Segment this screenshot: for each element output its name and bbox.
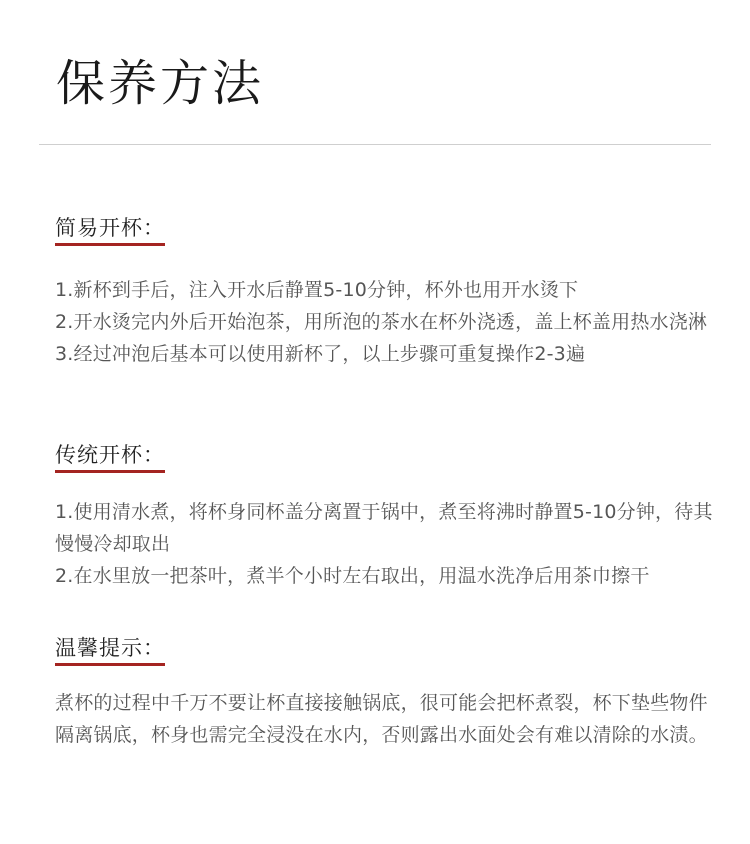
tip-text: 煮杯的过程中千万不要让杯直接接触锅底，很可能会把杯煮裂，杯下垫些物件隔离锅底，杯身也需完全浸没在水内，否则露出水面处会有难以清除的水渍。 <box>55 692 708 746</box>
step-list <box>55 496 715 592</box>
step-item: 1.使用清水煮，将杯身同杯盖分离置于锅中，煮至将沸时静置5-10分钟，待其慢慢冷却取出 <box>55 501 713 555</box>
step-item: 1.新杯到手后，注入开水后静置5-10分钟，杯外也用开水烫下 <box>55 279 579 301</box>
section-heading: 温馨提示： <box>55 634 165 666</box>
section-heading: 传统开杯： <box>55 441 165 473</box>
section-traditional-opening <box>55 441 715 592</box>
step-item: 2.开水烫完内外后开始泡茶，用所泡的茶水在杯外浇透，盖上杯盖用热水浇淋 <box>55 311 708 333</box>
step-item: 2.在水里放一把茶叶，煮半个小时左右取出，用温水洗净后用茶巾擦干 <box>55 565 650 587</box>
section-heading: 简易开杯： <box>55 214 165 246</box>
section-tips <box>55 634 715 751</box>
title-divider <box>39 144 711 145</box>
page-title: 保养方法 <box>56 55 265 112</box>
step-list <box>55 274 715 370</box>
section-simple-opening <box>55 214 715 370</box>
tip-body <box>55 687 715 751</box>
step-item: 3.经过冲泡后基本可以使用新杯了，以上步骤可重复操作2-3遍 <box>55 343 586 365</box>
